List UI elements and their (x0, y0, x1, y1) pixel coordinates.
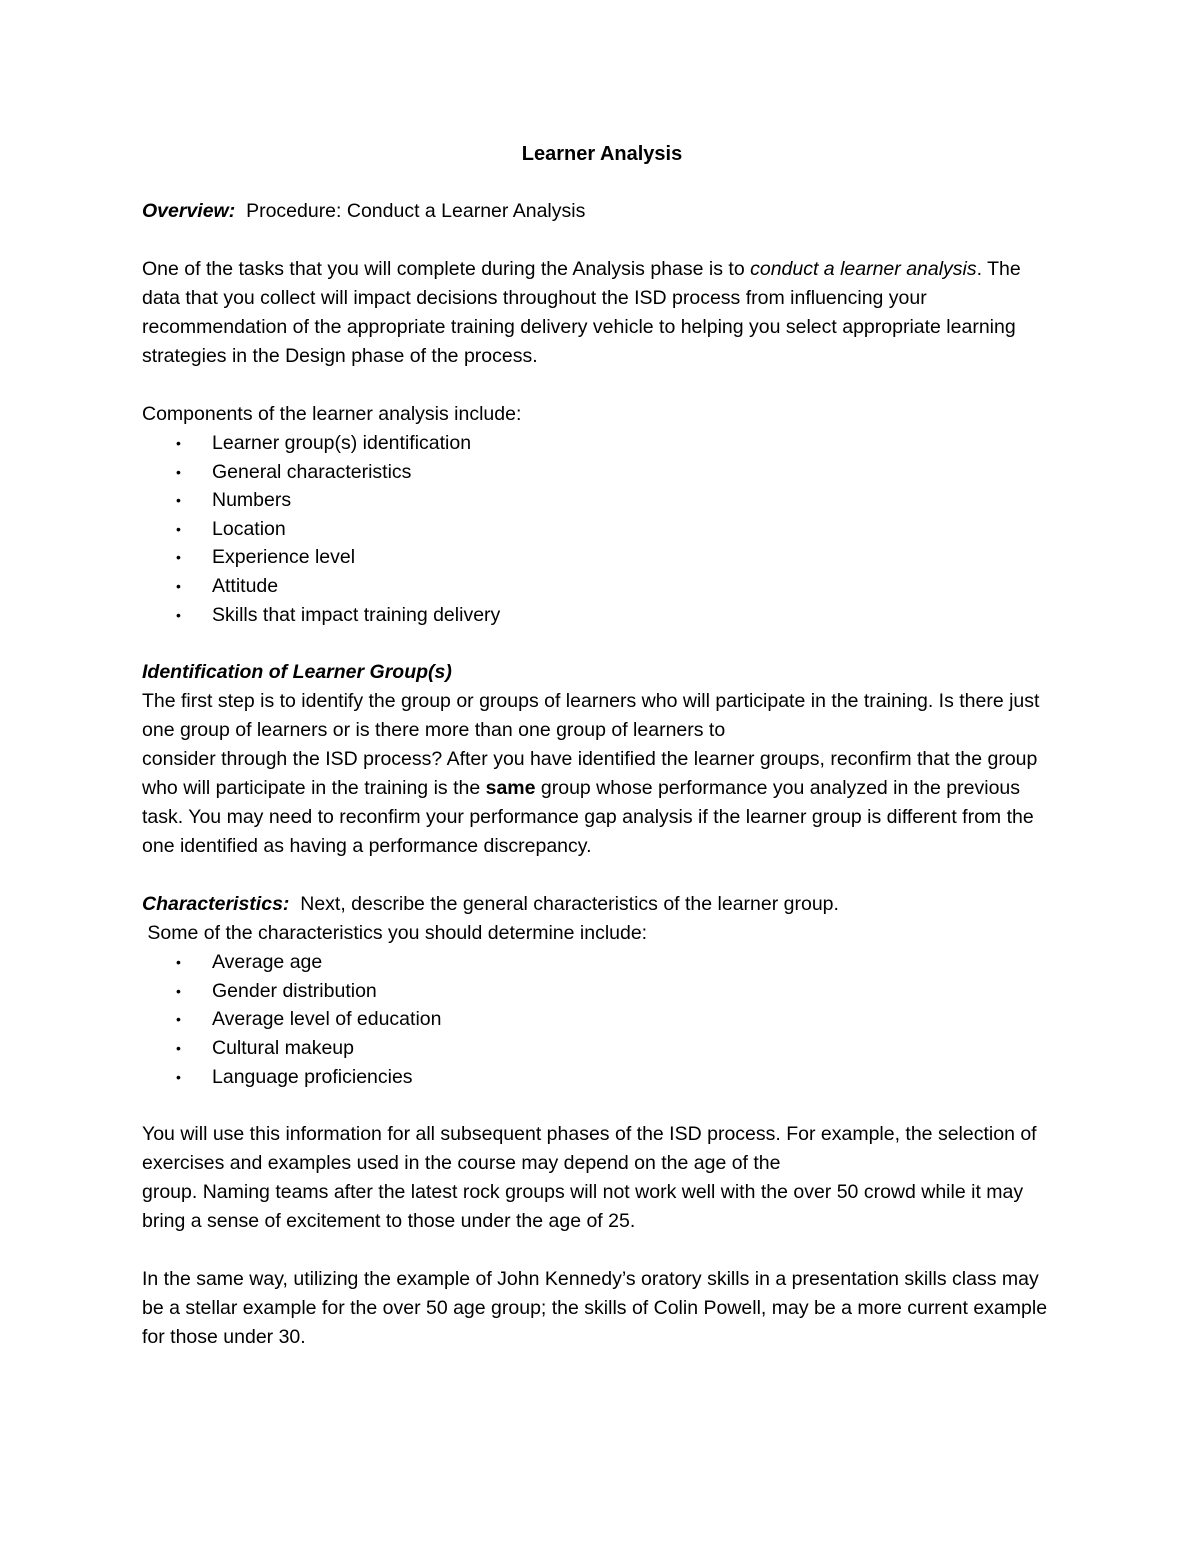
identification-heading: Identification of Learner Group(s) (142, 661, 452, 684)
list-item: • Cultural makeup (142, 1034, 1062, 1063)
intro-text-start: One of the tasks that you will complete during the Analysis phase is to (142, 258, 751, 280)
list-item: • General characteristics (142, 458, 1062, 487)
bullet-icon: • (176, 492, 181, 509)
list-item: • Skills that impact training delivery (142, 601, 1062, 630)
usage-paragraph-1: You will use this information for all subsequent phases of the ISD process. For example, the selection of exercises and examples used in the course may depend on the age of the (142, 1123, 1037, 1175)
characteristics-lead: Some of the characteristics you should determine include: (147, 922, 648, 945)
list-item: • Numbers (142, 486, 1062, 515)
characteristics-label: Characteristics: (142, 893, 290, 916)
bullet-icon: • (176, 606, 181, 623)
document-page (142, 140, 1062, 1352)
same-way-paragraph: In the same way, utilizing the example of John Kennedy’s oratory skills in a presentation skills class may be a stellar example for the over 50 age group; the skills of Colin Powell, may be a more current example for those under 30. (142, 1268, 1048, 1349)
bullet-icon: • (176, 1039, 181, 1056)
list-item: • Language proficiencies (142, 1063, 1062, 1092)
list-item: • Location (142, 515, 1062, 544)
characteristics-line (142, 890, 1062, 919)
bullet-icon: • (176, 1011, 181, 1028)
bullet-icon: • (176, 463, 181, 480)
characteristics-list (142, 948, 1062, 1091)
bullet-icon: • (176, 549, 181, 566)
document-title: Learner Analysis (521, 143, 683, 165)
bullet-icon: • (176, 435, 181, 451)
overview-line (142, 197, 1062, 226)
emphasis-same: same (485, 777, 536, 800)
intro-italic-phrase: conduct a learner analysis (750, 258, 977, 280)
list-item: • Experience level (142, 543, 1062, 572)
list-item: • Average level of education (142, 1005, 1062, 1034)
usage-paragraph-2: group. Naming teams after the latest rock groups will not work well with the over 50 crowd while it may bring a sense of excitement to those under the age of 25. (142, 1181, 1024, 1233)
bullet-icon: • (176, 1068, 181, 1085)
intro-text-end: . The data that you collect will impact decisions throughout the ISD process from influencing your recommendation of the appropriate training delivery vehicle to helping you select appropriate learning strategies in the Design phase of the process. (142, 258, 1021, 367)
bullet-icon: • (176, 982, 181, 999)
intro-paragraph (142, 255, 1062, 371)
list-item: • Attitude (142, 572, 1062, 601)
components-list (142, 429, 1062, 629)
overview-label: Overview: (142, 200, 236, 222)
bullet-icon: • (176, 520, 181, 537)
list-item: • Gender distribution (142, 977, 1062, 1006)
overview-text: Procedure: Conduct a Learner Analysis (246, 200, 586, 222)
identification-paragraph-1: The first step is to identify the group or groups of learners who will participate in the training. Is there just one group of learners or is there more than one group of learners to (142, 690, 1040, 742)
bullet-icon: • (176, 954, 181, 971)
components-lead: Components of the learner analysis include: (142, 403, 522, 425)
list-item: • Learner group(s) identification (142, 429, 1062, 458)
list-item: • Average age (142, 948, 1062, 977)
characteristics-text: Next, describe the general characteristics of the learner group. (300, 893, 839, 916)
bullet-icon: • (176, 577, 181, 594)
identification-paragraph-2: consider through the ISD process? After you have identified the learner groups, reconfirm that the group who will participate in the training is the same group whose performance you analyzed in the previous task. You may need to reconfirm your performance gap analysis if the learner group is different from the one identified as having a performance discrepancy. (142, 748, 1038, 858)
